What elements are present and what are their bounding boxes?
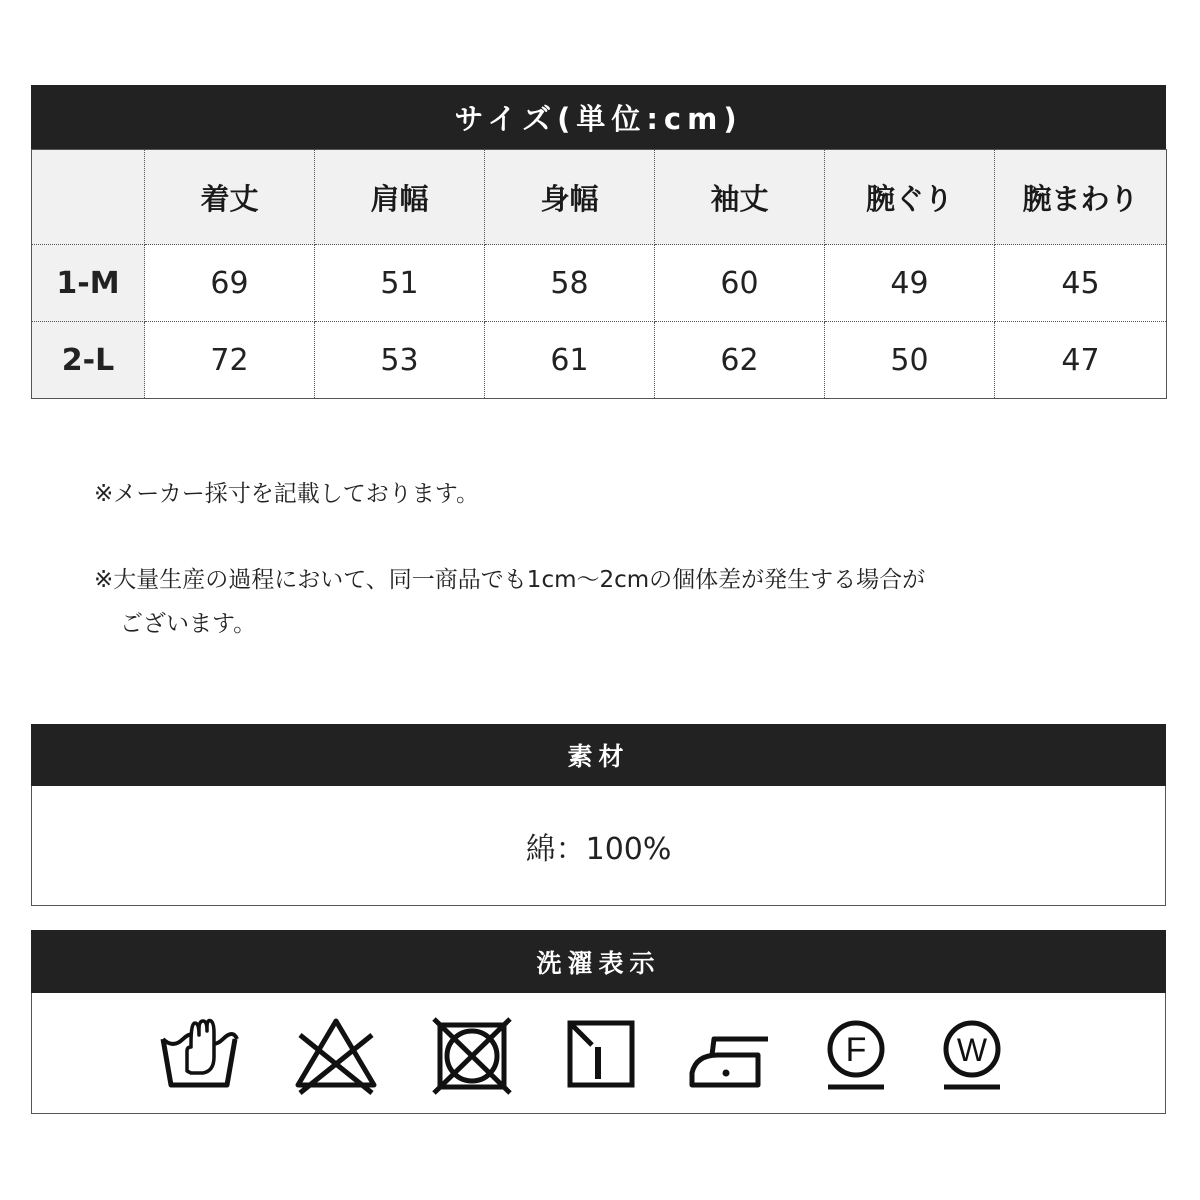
corner-cell [32, 150, 145, 245]
care-section-title: 洗濯表示 [31, 930, 1166, 993]
column-header: 着丈 [145, 150, 315, 245]
table-cell: 60 [655, 245, 825, 322]
table-cell: 47 [995, 322, 1167, 399]
care-icons-panel [31, 993, 1166, 1114]
table-cell: 58 [485, 245, 655, 322]
measurement-note: ※メーカー採寸を記載しております。 [94, 481, 479, 507]
column-header: 腕ぐり [825, 150, 995, 245]
wet-clean-w-icon [930, 1013, 1014, 1097]
no-bleach-icon [294, 1013, 378, 1097]
table-row [32, 245, 1167, 322]
svg-text:W: W [956, 1032, 988, 1068]
table-row [32, 322, 1167, 399]
table-cell: 51 [315, 245, 485, 322]
table-cell: 61 [485, 322, 655, 399]
line-dry-shade-icon [560, 1013, 644, 1097]
table-cell: 45 [995, 245, 1167, 322]
no-tumble-dry-icon [430, 1013, 514, 1097]
hand-wash-icon [157, 1013, 241, 1097]
table-cell: 50 [825, 322, 995, 399]
table-cell: 72 [145, 322, 315, 399]
variance-note: ※大量生産の過程において、同一商品でも1cm〜2cmの個体差が発生する場合が [94, 567, 926, 593]
svg-text:F: F [845, 1031, 867, 1069]
column-header: 身幅 [485, 150, 655, 245]
low-iron-icon [688, 1013, 772, 1097]
table-cell: 53 [315, 322, 485, 399]
size-section-title: サイズ(単位:cm) [31, 85, 1166, 149]
dry-clean-f-icon [814, 1013, 898, 1097]
table-cell: 69 [145, 245, 315, 322]
table-cell: 62 [655, 322, 825, 399]
row-label: 2-L [32, 322, 145, 399]
column-header: 腕まわり [995, 150, 1167, 245]
size-table [31, 149, 1167, 399]
column-header: 袖丈 [655, 150, 825, 245]
table-cell: 49 [825, 245, 995, 322]
row-label: 1-M [32, 245, 145, 322]
column-header: 肩幅 [315, 150, 485, 245]
table-header-row [32, 150, 1167, 245]
material-content: 綿：100% [31, 786, 1166, 906]
variance-note-continued: ございます。 [120, 611, 257, 637]
material-section-title: 素材 [31, 724, 1166, 786]
